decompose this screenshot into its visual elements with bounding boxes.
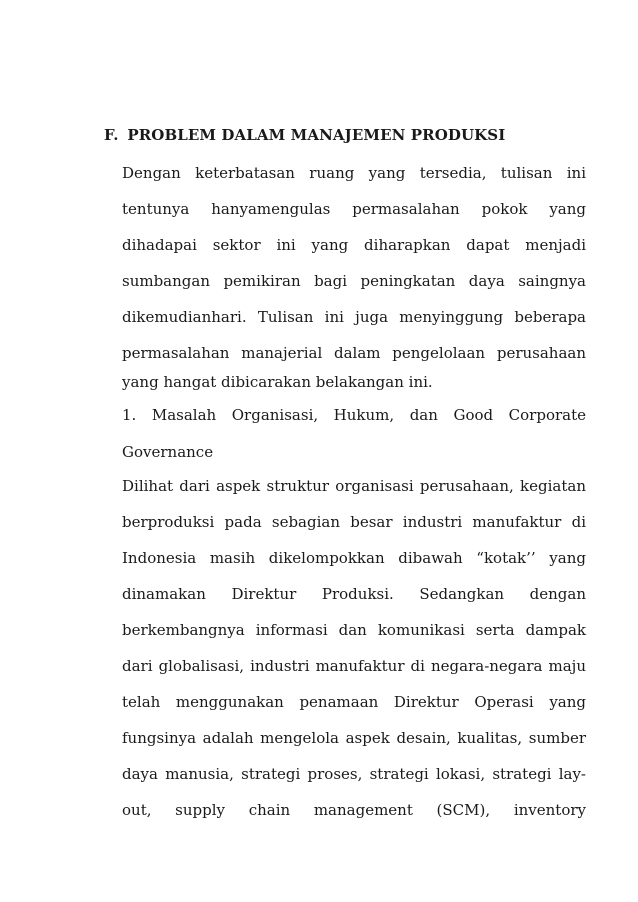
paragraph-line: berkembangnya informasi dan komunikasi serta dampak bbox=[122, 621, 586, 639]
paragraph-line: Dengan keterbatasan ruang yang tersedia, tulisan ini bbox=[122, 164, 586, 182]
paragraph-line: telah menggunakan penamaan Direktur Operasi yang bbox=[122, 693, 586, 711]
section-heading bbox=[104, 125, 584, 145]
paragraph-line: yang hangat dibicarakan belakangan ini. bbox=[122, 373, 433, 391]
paragraph-line: dinamakan Direktur Produksi. Sedangkan dengan bbox=[122, 585, 586, 603]
paragraph-line: daya manusia, strategi proses, strategi lokasi, strategi lay- bbox=[122, 765, 586, 783]
paragraph-line: Indonesia masih dikelompokkan dibawah “kotak’’ yang bbox=[122, 549, 586, 567]
paragraph-line: tentunya hanyamengulas permasalahan pokok yang bbox=[122, 200, 586, 218]
paragraph-line: out, supply chain management (SCM), inventory bbox=[122, 801, 586, 819]
subsection-heading-line: 1. Masalah Organisasi, Hukum, dan Good Corporate bbox=[122, 406, 586, 424]
paragraph-line: berproduksi pada sebagian besar industri manufaktur di bbox=[122, 513, 586, 531]
paragraph-line: dihadapai sektor ini yang diharapkan dapat menjadi bbox=[122, 236, 586, 254]
section-title: PROBLEM DALAM MANAJEMEN PRODUKSI bbox=[127, 126, 506, 144]
paragraph-line: fungsinya adalah mengelola aspek desain, kualitas, sumber bbox=[122, 729, 586, 747]
section-number: F. bbox=[104, 126, 119, 144]
paragraph-line: permasalahan manajerial dalam pengelolaan perusahaan bbox=[122, 344, 586, 362]
subsection-heading-line: Governance bbox=[122, 443, 214, 461]
paragraph-line: dikemudianhari. Tulisan ini juga menyinggung beberapa bbox=[122, 308, 586, 326]
paragraph-line: dari globalisasi, industri manufaktur di negara-negara maju bbox=[122, 657, 586, 675]
paragraph-line: Dilihat dari aspek struktur organisasi perusahaan, kegiatan bbox=[122, 477, 586, 495]
paragraph-line: sumbangan pemikiran bagi peningkatan daya saingnya bbox=[122, 272, 586, 290]
